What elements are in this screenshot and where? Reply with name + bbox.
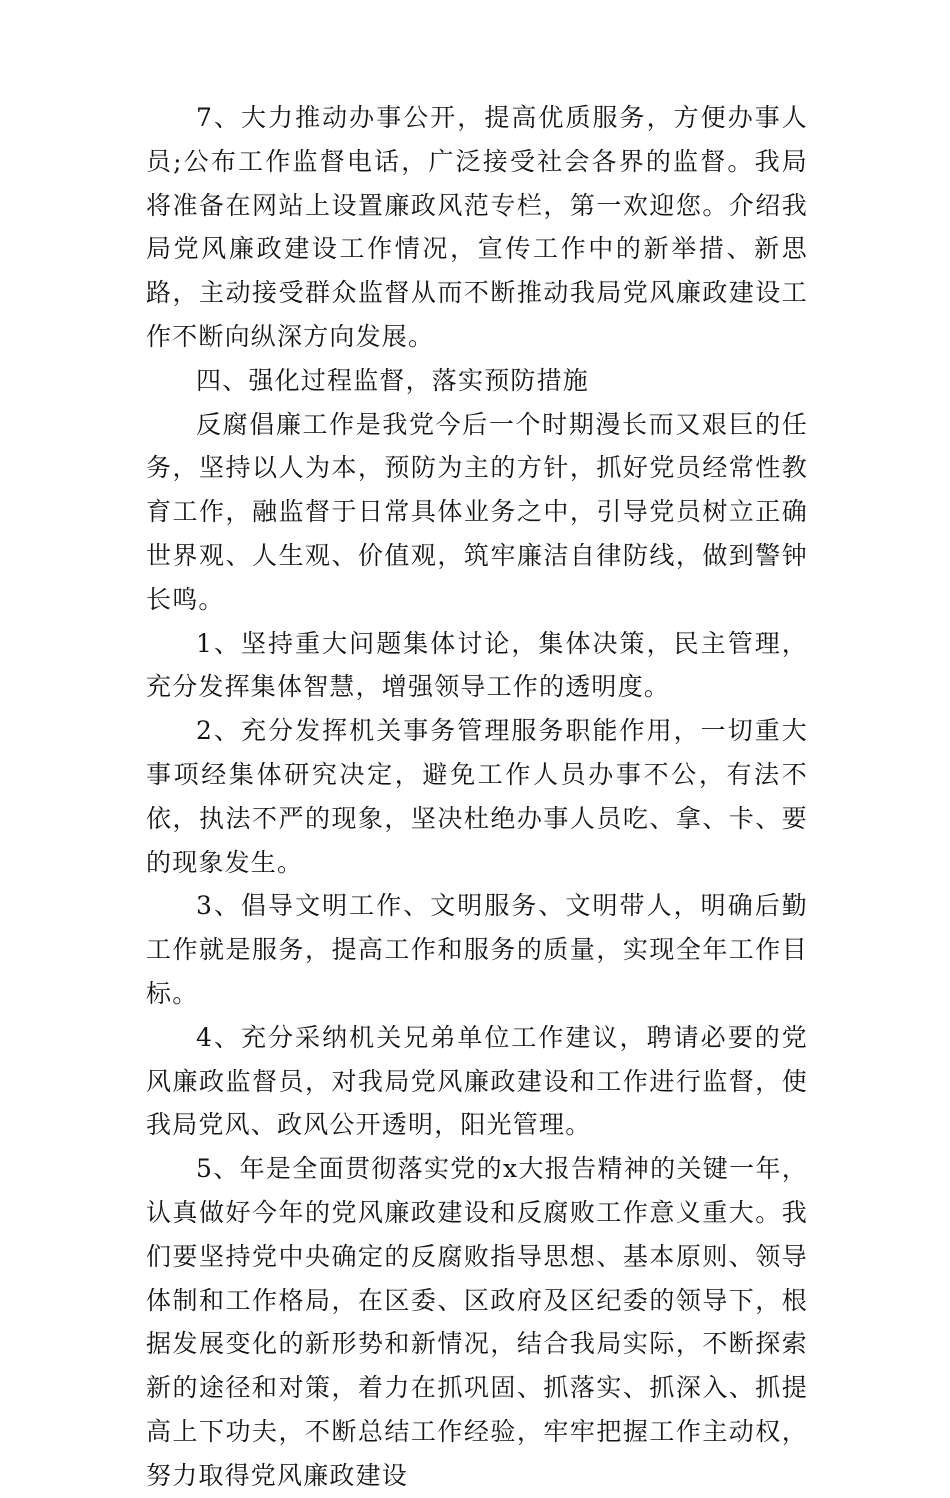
paragraph-intro: 反腐倡廉工作是我党今后一个时期漫长而又艰巨的任务，坚持以人为本，预防为主的方针，抓好党员经常性教育工作，融监督于日常具体业务之中，引导党员树立正确世界观、人生观、价值观，筑牢廉洁自律防线，做到警钟长鸣。	[146, 409, 808, 614]
paragraph-item-4: 4、充分采纳机关兄弟单位工作建议，聘请必要的党风廉政监督员，对我局党风廉政建设和工作进行监督，使我局党风、政风公开透明，阳光管理。	[146, 1022, 808, 1140]
paragraph-item-2: 2、充分发挥机关事务管理服务职能作用，一切重大事项经集体研究决定，避免工作人员办事不公，有法不依，执法不严的现象，坚决杜绝办事人员吃、拿、卡、要的现象发生。	[146, 716, 808, 877]
paragraph-item-5: 5、年是全面贯彻落实党的x大报告精神的关键一年，认真做好今年的党风廉政建设和反腐败工作意义重大。我们要坚持党中央确定的反腐败指导思想、基本原则、领导体制和工作格局，在区委、区政府及区纪委的领导下，根据发展变化的新形势和新情况，结合我局实际，不断探索新的途径和对策，着力在抓巩固、抓落实、抓深入、抓提高上下功夫，不断总结工作经验，牢牢把握工作主动权，努力取得党风廉政建设	[146, 1154, 808, 1490]
paragraph-item-7: 7、大力推动办事公开，提高优质服务，方便办事人员;公布工作监督电话，广泛接受社会各界的监督。我局将准备在网站上设置廉政风范专栏，第一欢迎您。介绍我局党风廉政建设工作情况，宣传工作中的新举措、新思路，主动接受群众监督从而不断推动我局党风廉政建设工作不断向纵深方向发展。	[146, 103, 808, 351]
paragraph-item-3: 3、倡导文明工作、文明服务、文明带人，明确后勤工作就是服务，提高工作和服务的质量，实现全年工作目标。	[146, 891, 808, 1008]
section-heading-4: 四、强化过程监督，落实预防措施	[196, 365, 590, 395]
paragraph-item-1: 1、坚持重大问题集体讨论，集体决策，民主管理，充分发挥集体智慧，增强领导工作的透明度。	[146, 628, 808, 702]
document-body	[146, 96, 808, 1498]
